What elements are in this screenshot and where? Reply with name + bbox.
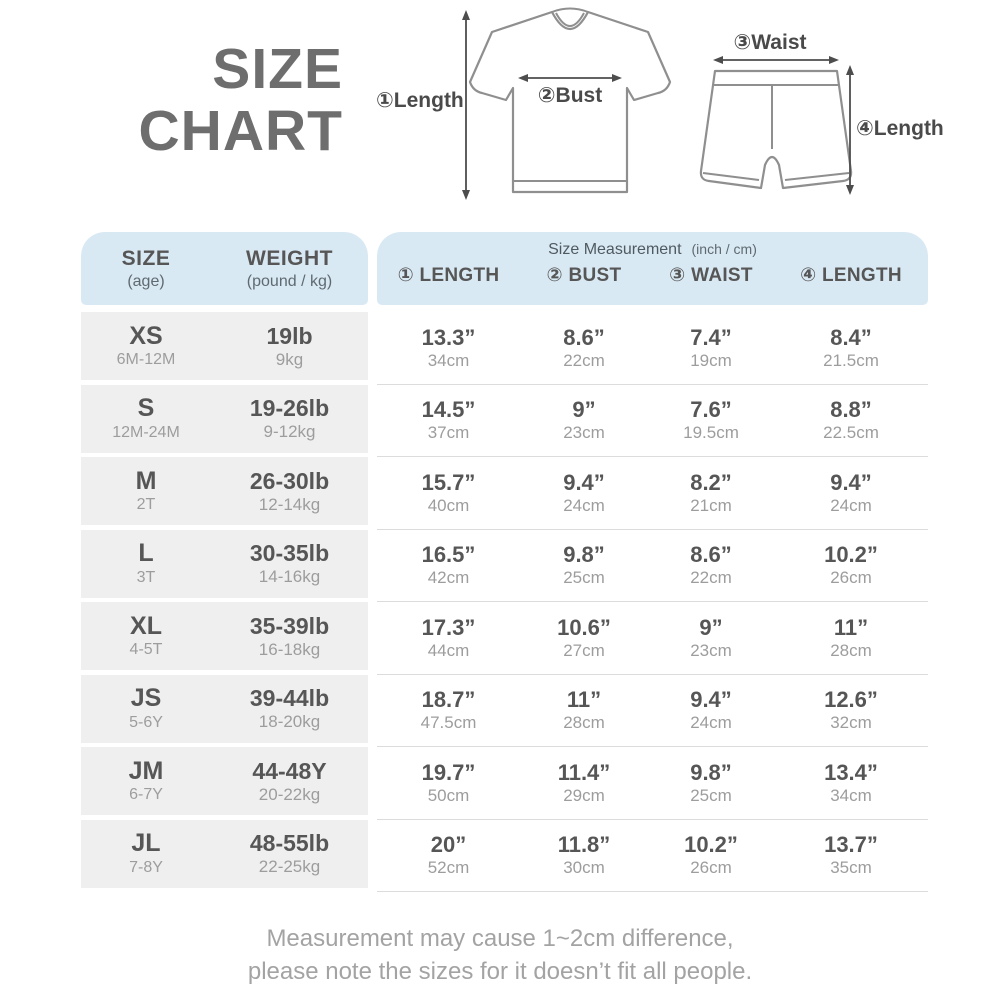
age-range: 3T <box>136 568 156 586</box>
measure-cell <box>377 398 520 442</box>
measure-cm: 37cm <box>427 423 470 443</box>
measure-cm: 35cm <box>830 858 872 878</box>
measure-cell <box>520 398 648 442</box>
measure-cm: 28cm <box>563 713 605 733</box>
measure-cell <box>648 471 774 515</box>
measure-cm: 30cm <box>563 858 605 878</box>
size-code: XS <box>129 321 163 350</box>
measure-cell <box>774 833 928 877</box>
table-row-measurements <box>377 747 928 820</box>
measurement-note-line2: please note the sizes for it doesn’t fit all people. <box>247 958 753 985</box>
table-header-measurements <box>377 232 928 305</box>
table-row-measurements <box>377 312 928 385</box>
measure-inch: 12.6” <box>824 687 878 713</box>
measure-inch: 7.6” <box>690 397 732 423</box>
age-range: 6M-12M <box>116 351 176 369</box>
measure-inch: 9.4” <box>690 687 732 713</box>
measure-cell <box>648 616 774 660</box>
weight-column-title: WEIGHT <box>246 246 333 270</box>
measure-cm: 24cm <box>563 495 605 515</box>
weight-cell <box>211 324 368 369</box>
size-cell <box>81 758 211 804</box>
measure-cell <box>377 833 520 877</box>
weight-pounds: 44-48Y <box>252 757 327 784</box>
weight-cell <box>211 541 368 586</box>
size-column-subtitle: (age) <box>127 272 165 290</box>
measure-cm: 25cm <box>690 785 732 805</box>
table-row-measurements <box>377 530 928 603</box>
measure-cell <box>520 688 648 732</box>
age-range: 6-7Y <box>129 786 163 804</box>
age-range: 12M-24M <box>112 423 180 441</box>
measure-cell <box>520 761 648 805</box>
measure-inch: 9” <box>699 614 723 640</box>
measurement-column-header: ③ WAIST <box>669 265 753 286</box>
table-row-left <box>81 747 368 815</box>
measure-inch: 19.7” <box>421 759 476 785</box>
measure-inch: 8.6” <box>563 324 605 350</box>
measure-cell <box>377 616 520 660</box>
measure-inch: 10.2” <box>684 832 738 858</box>
weight-cell <box>211 831 368 876</box>
measure-cm: 25cm <box>563 568 605 588</box>
measure-cm: 23cm <box>690 640 732 660</box>
measure-cell <box>520 833 648 877</box>
measure-inch: 11” <box>566 687 602 713</box>
measure-inch: 8.8” <box>830 397 872 423</box>
measure-cm: 52cm <box>427 858 470 878</box>
age-range: 2T <box>136 496 156 514</box>
measure-inch: 10.2” <box>824 542 878 568</box>
table-row-measurements <box>377 385 928 458</box>
measurement-column-header: ④ LENGTH <box>800 265 902 286</box>
measure-cm: 22cm <box>563 350 605 370</box>
measure-cell <box>774 616 928 660</box>
measure-inch: 20” <box>430 832 467 858</box>
measure-cm: 22.5cm <box>823 423 879 443</box>
weight-pounds: 30-35lb <box>249 540 330 566</box>
measure-inch: 9.8” <box>690 759 732 785</box>
measure-cell <box>648 688 774 732</box>
weight-pounds: 48-55lb <box>249 830 330 856</box>
measure-cell <box>377 688 520 732</box>
measure-cm: 19.5cm <box>683 423 739 443</box>
age-range: 4-5T <box>129 641 163 659</box>
measurement-column-header: ① LENGTH <box>397 265 500 286</box>
size-code: M <box>135 466 157 495</box>
measure-cm: 23cm <box>563 423 605 443</box>
measure-cm: 26cm <box>830 568 872 588</box>
weight-pounds: 26-30lb <box>249 467 330 494</box>
size-code: JL <box>131 829 161 858</box>
size-cell <box>81 323 211 369</box>
table-row-left <box>81 457 368 525</box>
measure-cm: 29cm <box>563 785 605 805</box>
weight-column-subtitle: (pound / kg) <box>246 272 333 290</box>
age-range: 5-6Y <box>129 713 163 731</box>
weight-cell <box>211 686 368 731</box>
table-row-left <box>81 675 368 743</box>
table-row-measurements <box>377 820 928 893</box>
measure-cell <box>520 471 648 515</box>
measure-cm: 27cm <box>563 640 605 660</box>
measure-inch: 7.4” <box>690 324 732 350</box>
table-row-left <box>81 602 368 670</box>
table-row-measurements <box>377 457 928 530</box>
measure-cm: 21.5cm <box>823 350 879 370</box>
measure-cell <box>774 688 928 732</box>
measurement-column-headers <box>377 264 928 287</box>
measure-cell <box>520 326 648 370</box>
measure-inch: 10.6” <box>557 614 611 640</box>
measure-inch: 8.2” <box>690 469 732 495</box>
measure-cm: 19cm <box>690 350 732 370</box>
measure-cell <box>520 543 648 587</box>
measure-inch: 11.8” <box>557 832 611 858</box>
weight-kilograms: 20-22kg <box>258 784 321 804</box>
table-row-left <box>81 820 368 888</box>
measure-inch: 16.5” <box>421 542 476 568</box>
measure-cm: 47.5cm <box>420 713 477 733</box>
measure-cell <box>648 543 774 587</box>
measure-cm: 22cm <box>690 568 732 588</box>
measure-cm: 34cm <box>427 350 470 370</box>
page-title <box>85 38 343 162</box>
measure-inch: 14.5” <box>421 397 476 423</box>
measurement-header-unit: (inch / cm) <box>691 241 757 257</box>
measure-cell <box>774 543 928 587</box>
measure-cm: 24cm <box>690 713 732 733</box>
measure-cell <box>520 616 648 660</box>
measure-cm: 42cm <box>427 568 470 588</box>
shorts-waist-label: ③Waist <box>733 31 807 54</box>
weight-pounds: 39-44lb <box>249 685 330 711</box>
weight-kilograms: 9kg <box>275 349 304 369</box>
measurement-note <box>0 922 1000 988</box>
weight-kilograms: 12-14kg <box>258 494 321 514</box>
measurement-note-line1: Measurement may cause 1~2cm difference, <box>266 925 734 952</box>
weight-column-header <box>211 247 368 291</box>
weight-cell <box>211 469 368 514</box>
size-cell <box>81 613 211 659</box>
table-header-left <box>81 232 368 305</box>
measure-cm: 21cm <box>690 495 732 515</box>
weight-kilograms: 9-12kg <box>263 422 316 442</box>
measure-cell <box>377 543 520 587</box>
measure-cm: 44cm <box>427 640 470 660</box>
measure-inch: 9.4” <box>563 469 605 495</box>
size-column-header <box>81 247 211 291</box>
measure-cm: 50cm <box>427 785 470 805</box>
table-row-left <box>81 530 368 598</box>
table-row-measurements <box>377 602 928 675</box>
measure-cell <box>774 761 928 805</box>
measure-inch: 9.8” <box>563 542 605 568</box>
weight-cell <box>211 614 368 659</box>
table-row-left <box>81 385 368 453</box>
weight-pounds: 35-39lb <box>249 612 330 639</box>
measure-inch: 11.4” <box>557 759 611 785</box>
shorts-length-label: ④Length <box>856 117 944 140</box>
measure-cm: 34cm <box>830 785 872 805</box>
table-row-left <box>81 312 368 380</box>
weight-cell <box>211 759 368 804</box>
measure-cell <box>774 398 928 442</box>
measure-cm: 32cm <box>830 713 872 733</box>
size-cell <box>81 468 211 514</box>
measure-inch: 9” <box>572 397 596 423</box>
size-code: JS <box>130 684 162 713</box>
weight-pounds: 19lb <box>266 322 313 349</box>
measure-inch: 8.4” <box>830 324 872 350</box>
measure-cell <box>377 761 520 805</box>
measure-cell <box>377 326 520 370</box>
page-title-line2: CHART <box>138 99 343 163</box>
measure-inch: 8.6” <box>690 542 732 568</box>
measure-cm: 26cm <box>690 858 732 878</box>
size-code: JM <box>128 756 164 785</box>
size-cell <box>81 830 211 876</box>
measure-cell <box>648 761 774 805</box>
measurement-rows <box>377 312 928 892</box>
size-weight-rows <box>81 312 368 892</box>
weight-pounds: 19-26lb <box>249 395 330 421</box>
size-cell <box>81 395 211 441</box>
size-column-title: SIZE <box>121 246 171 270</box>
measure-cell <box>377 471 520 515</box>
measure-inch: 11” <box>833 614 869 640</box>
measure-inch: 13.7” <box>824 832 878 858</box>
measurement-header-title: Size Measurement <box>548 241 682 258</box>
age-range: 7-8Y <box>129 858 163 876</box>
measure-cell <box>648 833 774 877</box>
measure-cell <box>774 326 928 370</box>
size-code: L <box>138 539 154 568</box>
weight-kilograms: 16-18kg <box>258 639 321 659</box>
measure-inch: 15.7” <box>421 469 476 495</box>
measurement-column-header: ② BUST <box>546 265 622 286</box>
measure-inch: 18.7” <box>421 687 476 713</box>
measure-cell <box>648 326 774 370</box>
measure-cell <box>648 398 774 442</box>
measure-cm: 24cm <box>830 495 872 515</box>
shirt-bust-label: ②Bust <box>537 84 603 107</box>
table-row-measurements <box>377 675 928 748</box>
shirt-length-label: ①Length <box>376 89 464 112</box>
size-code: XL <box>130 611 162 640</box>
weight-kilograms: 22-25kg <box>258 857 321 877</box>
weight-kilograms: 14-16kg <box>258 567 321 587</box>
size-cell <box>81 685 211 731</box>
measure-cm: 40cm <box>427 495 470 515</box>
measure-inch: 17.3” <box>421 614 476 640</box>
weight-cell <box>211 396 368 441</box>
measure-cell <box>774 471 928 515</box>
size-code: S <box>137 394 155 423</box>
measure-cm: 28cm <box>830 640 872 660</box>
page-title-line1: SIZE <box>212 37 343 101</box>
measure-inch: 9.4” <box>830 469 872 495</box>
size-cell <box>81 540 211 586</box>
measure-inch: 13.3” <box>421 324 476 350</box>
measure-inch: 13.4” <box>824 759 878 785</box>
weight-kilograms: 18-20kg <box>258 712 321 732</box>
